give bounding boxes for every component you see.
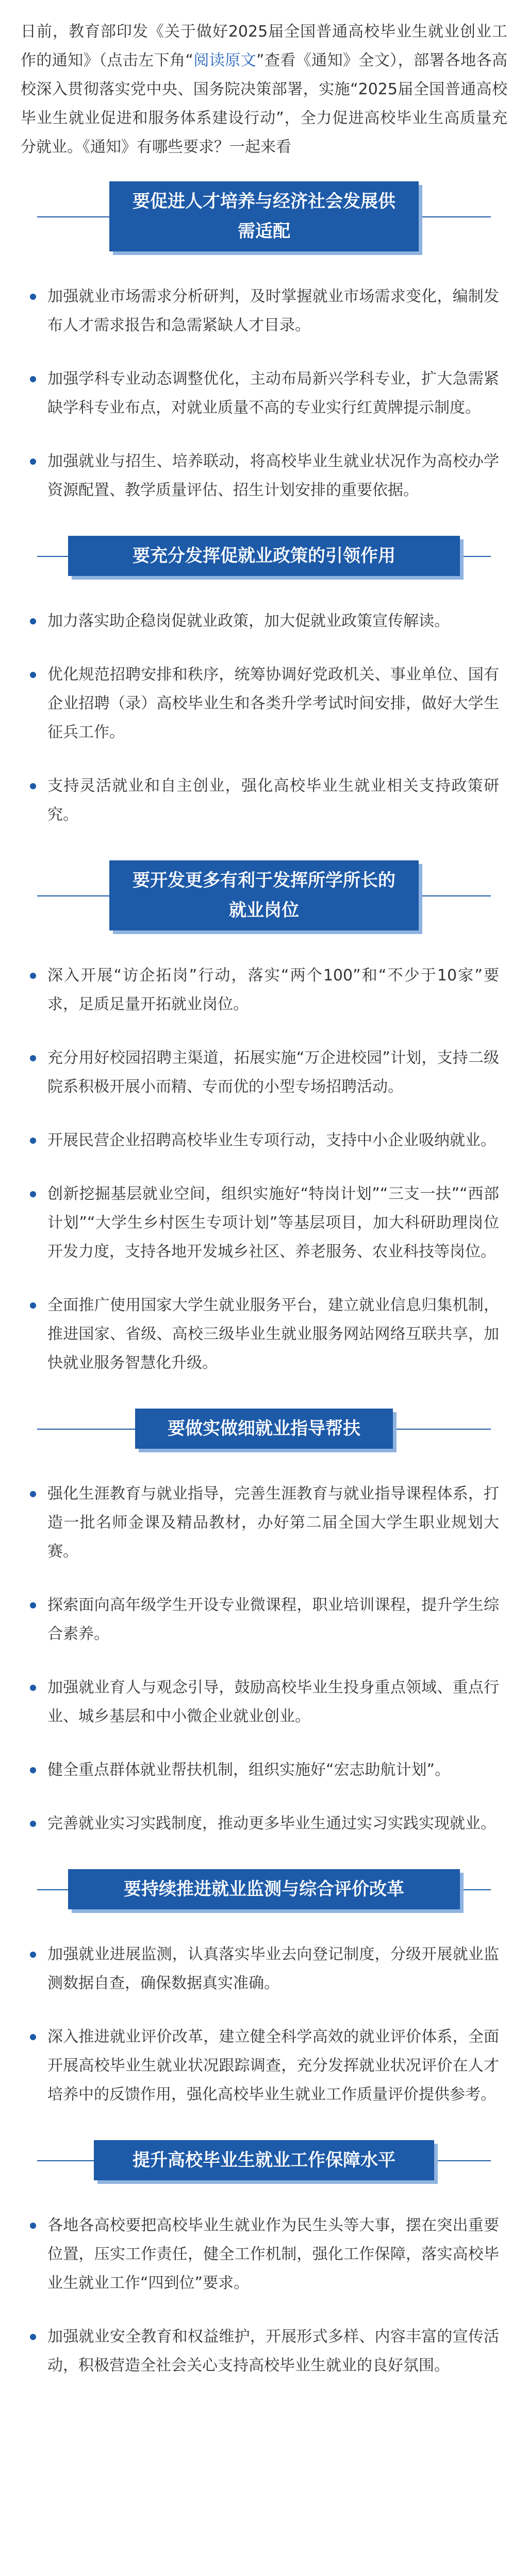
list-item: 加强就业与招生、培养联动，将高校毕业生就业状况作为高校办学资源配置、教学质量评估、招生计划安排的重要依据。: [29, 447, 499, 505]
intro-text-1: 日前，教育部印发《关于做好2025届全国普通高校毕业生就业创业工作的通知》（点击左下角“: [21, 23, 507, 70]
section-header-1: [37, 181, 491, 251]
bullet-icon: [30, 973, 36, 979]
list-item: 全面推广使用国家大学生就业服务平台，建立就业信息归集机制，推进国家、省级、高校三级毕业生就业服务网站网络互联共享，加快就业服务智慧化升级。: [29, 1291, 499, 1378]
list-item: 加强就业进展监测，认真落实毕业去向登记制度，分级开展就业监测数据自查，确保数据真实准确。: [29, 1940, 499, 1998]
bullet-icon: [30, 2223, 36, 2229]
list-item: 开展民营企业招聘高校毕业生专项行动，支持中小企业吸纳就业。: [29, 1126, 499, 1155]
read-original-link[interactable]: 阅读原文: [193, 52, 257, 70]
bullet-icon: [30, 1302, 36, 1309]
list-item: 加强就业安全教育和权益维护，开展形式多样、内容丰富的宣传活动，积极营造全社会关心支持高校毕业生就业的良好氛围。: [29, 2323, 499, 2380]
section-title-2: 要充分发挥促就业政策的引领作用: [68, 536, 460, 576]
section-list-5: [0, 1940, 528, 2109]
intro-paragraph: [0, 0, 528, 167]
list-item: 加强就业育人与观念引导，鼓励高校毕业生投身重点领域、重点行业、城乡基层和中小微企业就业创业。: [29, 1673, 499, 1731]
intro-text-2: ”查看《通知》全文），部署各地各高校深入贯彻落实党中央、国务院决策部署，实施“2025届全国普通高校毕业生就业促进和服务体系建设行动”，全力促进高校毕业生高质量充分就业。《通知》有哪些要求？一起来看: [21, 52, 508, 156]
bullet-icon: [30, 2034, 36, 2040]
section-list-2: [0, 607, 528, 829]
section-title-4: 要做实做细就业指导帮扶: [135, 1409, 393, 1449]
list-item: 充分用好校园招聘主渠道，拓展实施“万企进校园”计划，支持二级院系积极开展小而精、专而优的小型专场招聘活动。: [29, 1044, 499, 1101]
section-title-3: 要开发更多有利于发挥所学所长的就业岗位: [109, 860, 419, 930]
section-header-4: [37, 1409, 491, 1449]
list-item: 强化生涯教育与就业指导，完善生涯教育与就业指导课程体系，打造一批名师金课及精品教材，办好第二届全国大学生职业规划大赛。: [29, 1480, 499, 1566]
section-title-1: 要促进人才培养与经济社会发展供需适配: [109, 181, 419, 251]
bullet-icon: [30, 1191, 36, 1197]
section-list-6: [0, 2211, 528, 2380]
section-list-1: [0, 282, 528, 505]
section-title-6: 提升高校毕业生就业工作保障水平: [94, 2140, 434, 2180]
list-item: 深入开展“访企拓岗”行动，落实“两个100”和“不少于10家”要求，足质足量开拓就业岗位。: [29, 961, 499, 1019]
bullet-icon: [30, 1491, 36, 1497]
list-item: 探索面向高年级学生开设专业微课程，职业培训课程，提升学生综合素养。: [29, 1591, 499, 1649]
bullet-icon: [30, 1138, 36, 1144]
list-item: 完善就业实习实践制度，推动更多毕业生通过实习实践实现就业。: [29, 1809, 499, 1838]
section-header-6: [37, 2140, 491, 2180]
bullet-icon: [30, 1602, 36, 1608]
list-item: 加强就业市场需求分析研判，及时掌握就业市场需求变化，编制发布人才需求报告和急需紧缺人才目录。: [29, 282, 499, 340]
list-item: 健全重点群体就业帮扶机制，组织实施好“宏志助航计划”。: [29, 1756, 499, 1785]
section-list-3: [0, 961, 528, 1378]
list-item: 深入推进就业评价改革，建立健全科学高效的就业评价体系，全面开展高校毕业生就业状况跟踪调查，充分发挥就业状况评价在人才培养中的反馈作用，强化高校毕业生就业工作质量评价提供参考。: [29, 2023, 499, 2109]
section-header-5: [37, 1869, 491, 1909]
section-list-4: [0, 1480, 528, 1838]
bullet-icon: [30, 294, 36, 300]
bullet-icon: [30, 1767, 36, 1773]
bullet-icon: [30, 1952, 36, 1958]
list-item: 加强学科专业动态调整优化，主动布局新兴学科专业，扩大急需紧缺学科专业布点，对就业质量不高的专业实行红黄牌提示制度。: [29, 365, 499, 422]
section-title-5: 要持续推进就业监测与综合评价改革: [68, 1869, 460, 1909]
list-item: 加力落实助企稳岗促就业政策，加大促就业政策宣传解读。: [29, 607, 499, 636]
list-item: 支持灵活就业和自主创业，强化高校毕业生就业相关支持政策研究。: [29, 772, 499, 829]
bullet-icon: [30, 618, 36, 624]
bullet-icon: [30, 459, 36, 465]
section-header-2: [37, 536, 491, 576]
list-item: 创新挖掘基层就业空间，组织实施好“特岗计划”“三支一扶”“西部计划”“大学生乡村医生专项计划”等基层项目，加大科研助理岗位开发力度，支持各地开发城乡社区、养老服务、农业科技等岗位。: [29, 1180, 499, 1266]
bullet-icon: [30, 1055, 36, 1061]
bullet-icon: [30, 783, 36, 789]
section-header-3: [37, 860, 491, 930]
list-item: 各地各高校要把高校毕业生就业作为民生头等大事，摆在突出重要位置，压实工作责任，健全工作机制，强化工作保障，落实高校毕业生就业工作“四到位”要求。: [29, 2211, 499, 2298]
bullet-icon: [30, 2334, 36, 2340]
bullet-icon: [30, 672, 36, 678]
bullet-icon: [30, 376, 36, 382]
list-item: 优化规范招聘安排和秩序，统筹协调好党政机关、事业单位、国有企业招聘（录）高校毕业生和各类升学考试时间安排，做好大学生征兵工作。: [29, 660, 499, 747]
bullet-icon: [30, 1821, 36, 1827]
bullet-icon: [30, 1685, 36, 1691]
